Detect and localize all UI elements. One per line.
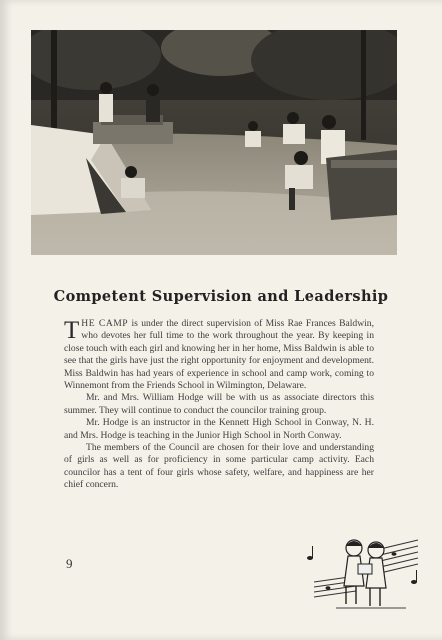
camp-photo (31, 30, 397, 255)
two-girls-singing-icon (306, 530, 424, 612)
drop-cap: T (64, 317, 80, 344)
paragraph-1-lead: HE CAMP (81, 318, 129, 329)
paragraph-4: The members of the Council are chosen for their love and understanding of girls as well as for proficiency in some particular camp activity. Each councilor has a tent of four girls whose safety, welfare, and happiness are her chief concern. (64, 442, 374, 491)
page-number: 9 (66, 556, 73, 571)
section-heading: Competent Supervision and Leadership (53, 288, 389, 305)
paragraph-1 (64, 318, 374, 392)
paragraph-1-text: is under the direct supervision of Miss Rae Frances Baldwin, who devotes her full time to the work throughout the year. By keeping in close touch with each girl and knowing her in her home, Miss Baldwin is able to see that the girls have just the right opportunity for enjoyment and development. Miss Baldwin has had years of experience in school and camp work, coming to Winnemont from the Friends School in Wilmington, Delaware. (64, 318, 374, 392)
paragraph-2: Mr. and Mrs. William Hodge will be with us as associate directors this summer. They will continue to conduct the councilor training group. (64, 392, 374, 416)
paragraph-3: Mr. Hodge is an instructor in the Kennett High School in Conway, N. H. and Mrs. Hodge is teaching in the Junior High School in North Conway. (64, 417, 374, 441)
body-text (64, 318, 374, 492)
